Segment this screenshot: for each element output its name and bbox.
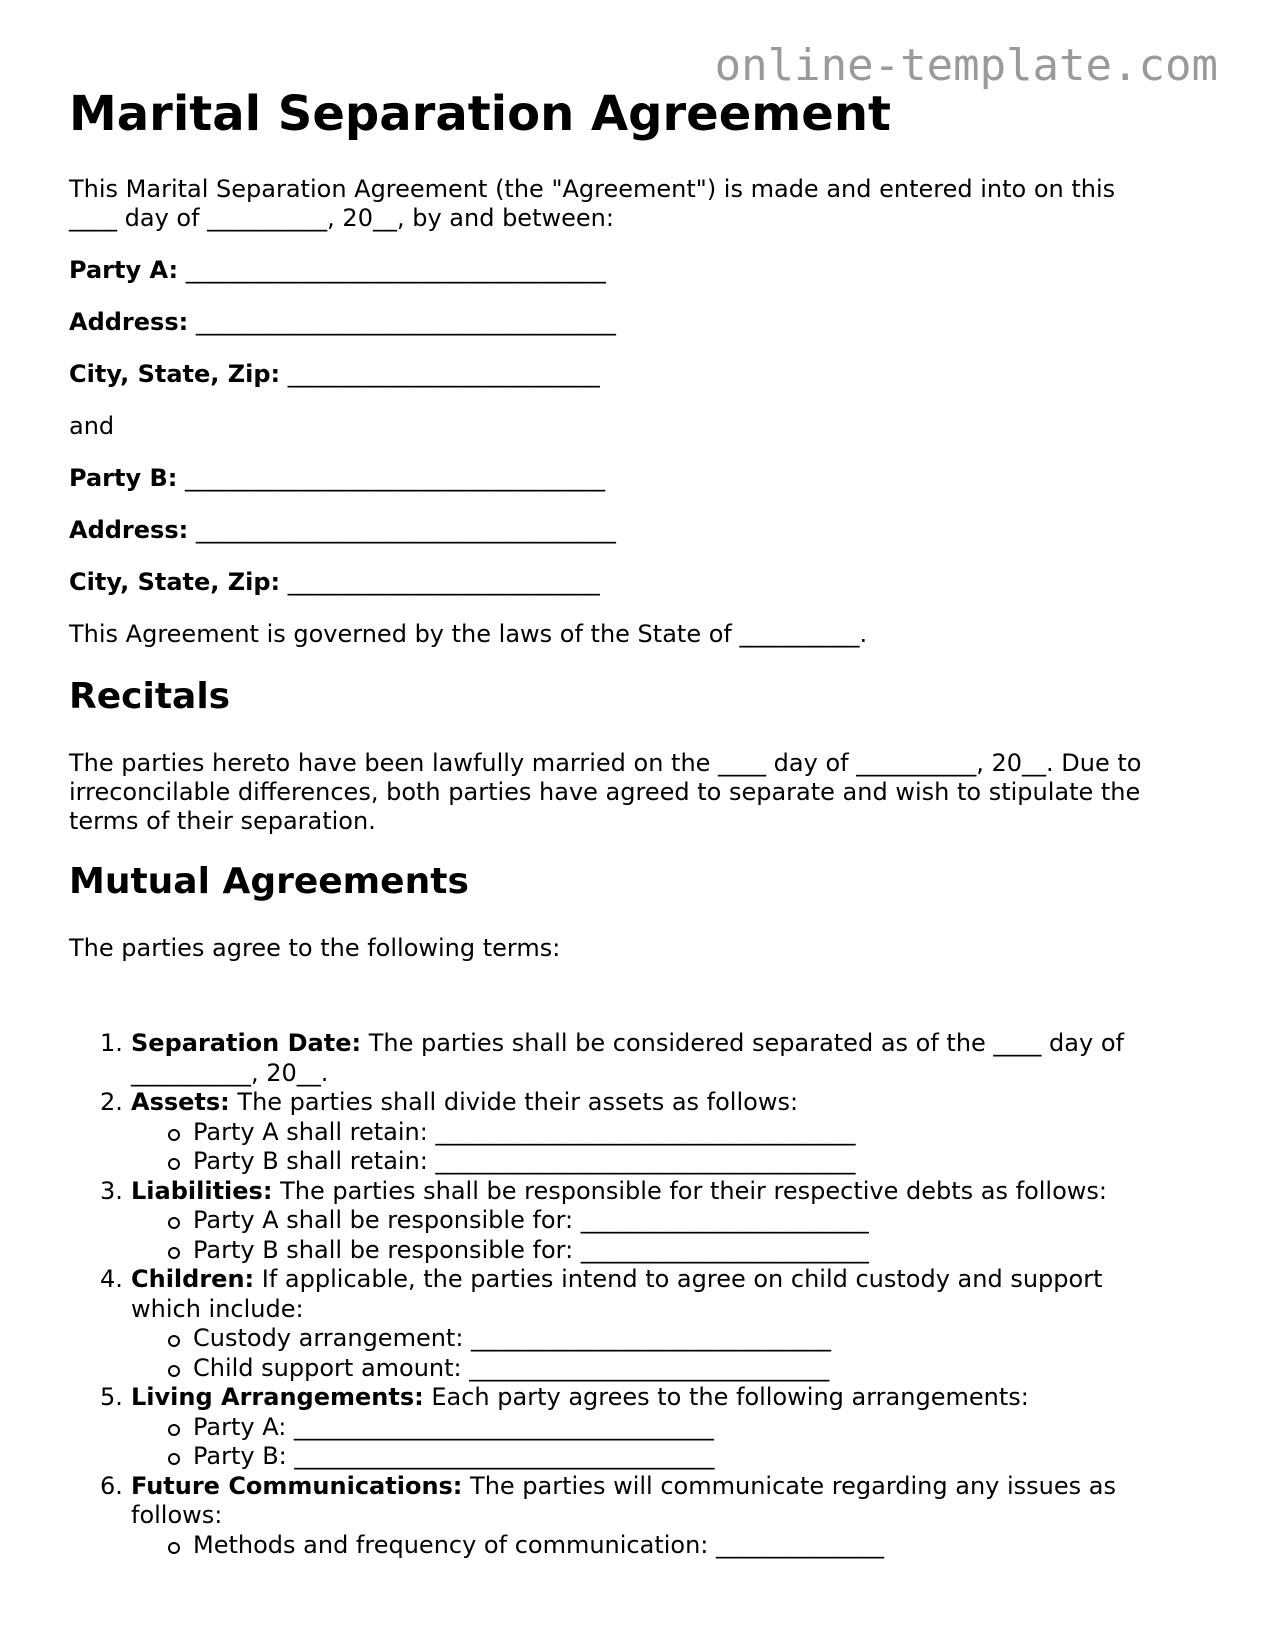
term-text-continued: which include: — [131, 1294, 304, 1323]
term-number: 5. — [100, 1383, 123, 1411]
term-number: 4. — [100, 1265, 123, 1293]
party-a-name-field — [69, 256, 606, 285]
term-label: Liabilities: — [131, 1176, 273, 1205]
term-subitem[interactable]: Custody arrangement: ______________________________ — [131, 1324, 1219, 1354]
party-a-name-blank[interactable]: ___________________________________ — [185, 256, 606, 284]
party-a-csz-blank[interactable]: __________________________ — [287, 360, 600, 388]
party-b-address-field — [69, 516, 616, 545]
term-sublist — [131, 1206, 1219, 1265]
term-text: The parties shall divide their assets as follows: — [229, 1088, 799, 1116]
recitals-line-3: terms of their separation. — [69, 807, 376, 835]
terms-list — [69, 1029, 1219, 1560]
term-text-continued: follows: — [131, 1501, 223, 1529]
recitals-heading: Recitals — [69, 676, 231, 717]
recitals-line-2: irreconcilable differences, both parties have agreed to separate and wish to stipulate the — [69, 778, 1141, 806]
term-text: The parties shall be responsible for their respective debts as follows: — [272, 1176, 1107, 1205]
term-subitem[interactable]: Party B: ___________________________________ — [131, 1442, 1219, 1472]
recitals-line-1: The parties hereto have been lawfully married on the ____ day of __________, 20__. Due to — [69, 749, 1142, 777]
term-sublist — [131, 1531, 1219, 1561]
term-item — [69, 1029, 1219, 1088]
term-text: The parties will communicate regarding any issues as — [462, 1471, 1116, 1500]
party-b-name-field — [69, 464, 605, 493]
term-subitem[interactable]: Party A shall be responsible for: ________________________ — [131, 1206, 1219, 1236]
term-sublist — [131, 1118, 1219, 1177]
party-a-address-label: Address: — [69, 308, 189, 336]
party-b-csz-label: City, State, Zip: — [69, 568, 281, 596]
term-label: Future Communications: — [131, 1471, 463, 1500]
term-text-continued: __________, 20__. — [131, 1058, 329, 1087]
intro-line-1: This Marital Separation Agreement (the "Agreement") is made and entered into on this — [69, 175, 1116, 203]
term-number: 1. — [100, 1029, 123, 1057]
term-sublist — [131, 1324, 1219, 1383]
party-b-address-blank[interactable]: ___________________________________ — [195, 516, 616, 544]
watermark: online-template.com — [714, 40, 1218, 91]
term-subitem[interactable]: Party B shall be responsible for: ________________________ — [131, 1236, 1219, 1266]
term-subitem[interactable]: Party B shall retain: ___________________________________ — [131, 1147, 1219, 1177]
party-b-name-blank[interactable]: ___________________________________ — [184, 464, 605, 492]
term-number: 2. — [100, 1088, 123, 1116]
party-a-name-label: Party A: — [69, 256, 179, 284]
term-text: The parties shall be considered separated as of the ____ day of — [361, 1029, 1124, 1057]
term-label: Separation Date: — [131, 1029, 362, 1057]
party-a-address-blank[interactable]: ___________________________________ — [195, 308, 616, 336]
term-number: 6. — [100, 1471, 123, 1500]
term-number: 3. — [100, 1176, 123, 1205]
party-b-name-label: Party B: — [69, 464, 178, 492]
term-subitem[interactable]: Party A: ___________________________________ — [131, 1413, 1219, 1443]
term-text: If applicable, the parties intend to agree on child custody and support — [254, 1265, 1103, 1293]
page-title: Marital Separation Agreement — [69, 86, 891, 142]
party-a-address-field — [69, 308, 616, 337]
term-label: Assets: — [131, 1088, 230, 1116]
party-a-csz-field — [69, 360, 600, 389]
recitals-paragraph — [69, 749, 1141, 836]
party-a-csz-label: City, State, Zip: — [69, 360, 281, 388]
mutual-agreements-heading: Mutual Agreements — [69, 861, 469, 902]
term-item — [69, 1383, 1219, 1472]
term-item — [69, 1177, 1219, 1266]
term-subitem[interactable]: Party A shall retain: ___________________________________ — [131, 1118, 1219, 1148]
party-b-csz-field — [69, 568, 600, 597]
term-label: Living Arrangements: — [131, 1383, 424, 1411]
term-subitem[interactable]: Child support amount: ______________________________ — [131, 1354, 1219, 1384]
term-item — [69, 1472, 1219, 1561]
governing-law: This Agreement is governed by the laws of the State of __________. — [69, 620, 868, 648]
term-subitem[interactable]: Methods and frequency of communication: ______________ — [131, 1531, 1219, 1561]
and-text: and — [69, 412, 115, 440]
intro-line-2: ____ day of __________, 20__, by and between: — [69, 204, 614, 232]
mutual-intro: The parties agree to the following terms: — [69, 934, 561, 962]
intro-paragraph — [69, 175, 1115, 233]
term-sublist — [131, 1413, 1219, 1472]
term-text: Each party agrees to the following arrangements: — [423, 1383, 1029, 1411]
term-item — [69, 1265, 1219, 1383]
term-item — [69, 1088, 1219, 1177]
party-b-csz-blank[interactable]: __________________________ — [287, 568, 600, 596]
party-b-address-label: Address: — [69, 516, 189, 544]
term-label: Children: — [131, 1265, 255, 1293]
